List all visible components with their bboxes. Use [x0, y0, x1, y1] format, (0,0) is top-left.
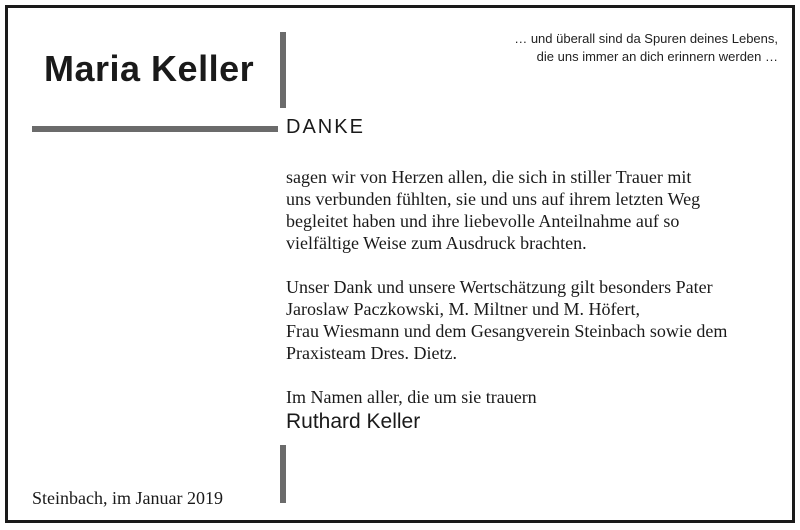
quote-line: die uns immer an dich erinnern werden … — [536, 49, 778, 64]
text-line: vielfältige Weise zum Ausdruck brachten. — [286, 233, 587, 253]
text-line: uns verbunden fühlten, sie und uns auf ihrem letzten Weg — [286, 189, 701, 209]
vertical-divider-bottom — [280, 445, 286, 503]
quote — [448, 30, 778, 66]
notice-frame — [5, 5, 795, 523]
quote-line: … und überall sind da Spuren deines Lebens, — [514, 31, 778, 46]
signature: Ruthard Keller — [286, 410, 421, 433]
paragraph-acknowledgements — [286, 276, 727, 364]
text-line: Im Namen aller, die um sie trauern — [286, 387, 537, 407]
text-line: Jaroslaw Paczkowski, M. Miltner und M. Höfert, — [286, 299, 640, 319]
text-line: Praxisteam Dres. Dietz. — [286, 343, 457, 363]
text-line: Unser Dank und unsere Wertschätzung gilt besonders Pater — [286, 277, 713, 297]
closing-line — [286, 386, 537, 408]
place-date: Steinbach, im Januar 2019 — [32, 488, 223, 508]
vertical-divider-top — [280, 32, 286, 108]
text-line: sagen wir von Herzen allen, die sich in stiller Trauer mit — [286, 167, 692, 187]
deceased-name: Maria Keller — [44, 48, 255, 89]
text-line: Frau Wiesmann und dem Gesangverein Steinbach sowie dem — [286, 321, 728, 341]
text-line: begleitet haben und ihre liebevolle Anteilnahme auf so — [286, 211, 680, 231]
paragraph-thanks — [286, 166, 700, 254]
heading-danke: DANKE — [286, 116, 365, 138]
horizontal-divider — [32, 126, 278, 132]
